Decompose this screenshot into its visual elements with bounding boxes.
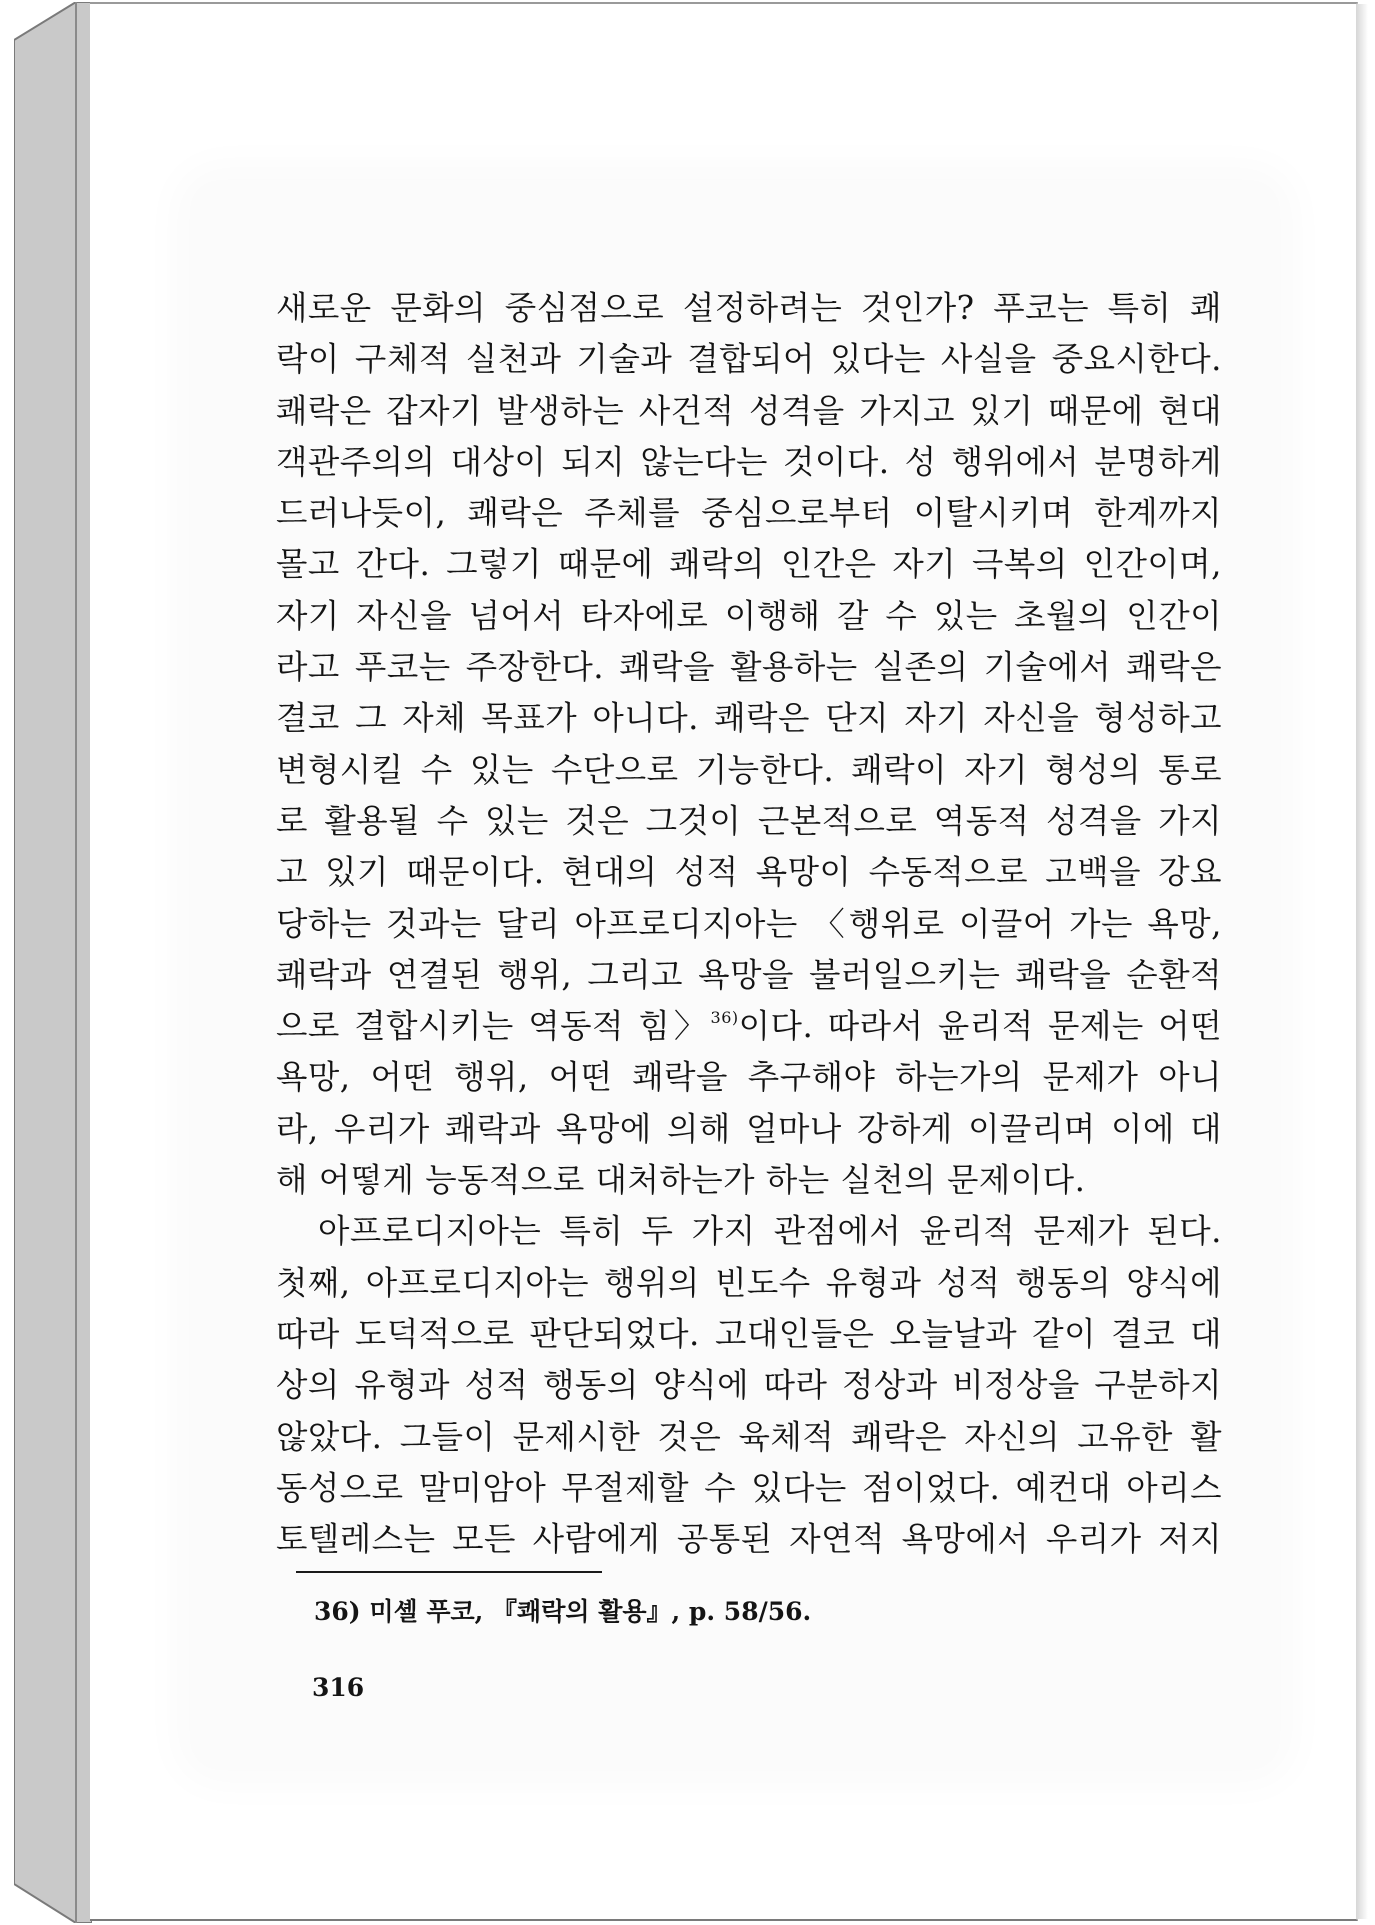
text-line: 당하는 것과는 달리 아프로디지아는 〈행위로 이끌어 가는 욕망, [276, 904, 1222, 943]
text-line: 라, 우리가 쾌락과 욕망에 의해 얼마나 강하게 이끌리며 이에 대 [276, 1109, 1222, 1148]
paragraph-first-line: 아프로디지아는 특히 두 가지 관점에서 윤리적 문제가 된다. [318, 1212, 1222, 1251]
text-line: 해 어떻게 능동적으로 대처하는가 하는 실천의 문제이다. [276, 1161, 1086, 1200]
footnote-number: 36) [314, 1597, 361, 1626]
text-line: 락이 구체적 실천과 기술과 결합되어 있다는 사실을 중요시한다. [276, 340, 1222, 379]
page-number: 316 [312, 1673, 365, 1702]
text-line: 자기 자신을 넘어서 타자에로 이행해 갈 수 있는 초월의 인간이 [276, 596, 1222, 635]
body-text [276, 283, 1222, 1565]
footnote-reference: 36) [710, 1008, 739, 1028]
footnote-divider [296, 1571, 602, 1573]
footnote [314, 1592, 811, 1628]
text-line: 첫째, 아프로디지아는 행위의 빈도수 유형과 성적 행동의 양식에 [276, 1263, 1222, 1302]
text-line: 변형시킬 수 있는 수단으로 기능한다. 쾌락이 자기 형성의 통로 [276, 750, 1222, 789]
text-line: 라고 푸코는 주장한다. 쾌락을 활용하는 실존의 기술에서 쾌락은 [276, 648, 1222, 687]
text-line: 않았다. 그들이 문제시한 것은 육체적 쾌락은 자신의 고유한 활 [276, 1417, 1222, 1456]
text-line: 쾌락은 갑자기 발생하는 사건적 성격을 가지고 있기 때문에 현대 [276, 391, 1222, 430]
text-line: 욕망, 어떤 행위, 어떤 쾌락을 추구해야 하는가의 문제가 아니 [276, 1058, 1222, 1097]
footnote-text: 미셸 푸코, 『쾌락의 활용』, p. 58/56. [369, 1597, 812, 1626]
text-line: 상의 유형과 성적 행동의 양식에 따라 정상과 비정상을 구분하지 [276, 1366, 1222, 1405]
text-line: 토텔레스는 모든 사람에게 공통된 자연적 욕망에서 우리가 저지 [276, 1520, 1222, 1559]
line-text: 으로 결합시키는 역동적 힘〉 [276, 1007, 711, 1046]
page-edge-shadow [1356, 4, 1368, 1919]
text-line: 객관주의의 대상이 되지 않는다는 것이다. 성 행위에서 분명하게 [276, 442, 1222, 481]
text-line: 몰고 간다. 그렇기 때문에 쾌락의 인간은 자기 극복의 인간이며, [276, 545, 1222, 584]
text-line: 따라 도덕적으로 판단되었다. 고대인들은 오늘날과 같이 결코 대 [276, 1314, 1222, 1353]
text-line: 동성으로 말미암아 무절제할 수 있다는 점이었다. 예컨대 아리스 [276, 1468, 1222, 1507]
text-line: 드러나듯이, 쾌락은 주체를 중심으로부터 이탈시키며 한계까지 [276, 494, 1222, 533]
book-spine [14, 2, 92, 1923]
text-line: 고 있기 때문이다. 현대의 성적 욕망이 수동적으로 고백을 강요 [276, 853, 1222, 892]
text-line: 로 활용될 수 있는 것은 그것이 근본적으로 역동적 성격을 가지 [276, 801, 1222, 840]
text-line-with-note [276, 1001, 1222, 1052]
line-text: 이다. 따라서 윤리적 문제는 어떤 [738, 1007, 1222, 1046]
text-line: 결코 그 자체 목표가 아니다. 쾌락은 단지 자기 자신을 형성하고 [276, 699, 1222, 738]
text-line: 쾌락과 연결된 행위, 그리고 욕망을 불러일으키는 쾌락을 순환적 [276, 955, 1222, 994]
text-line: 새로운 문화의 중심점으로 설정하려는 것인가? 푸코는 특히 쾌 [276, 289, 1222, 327]
